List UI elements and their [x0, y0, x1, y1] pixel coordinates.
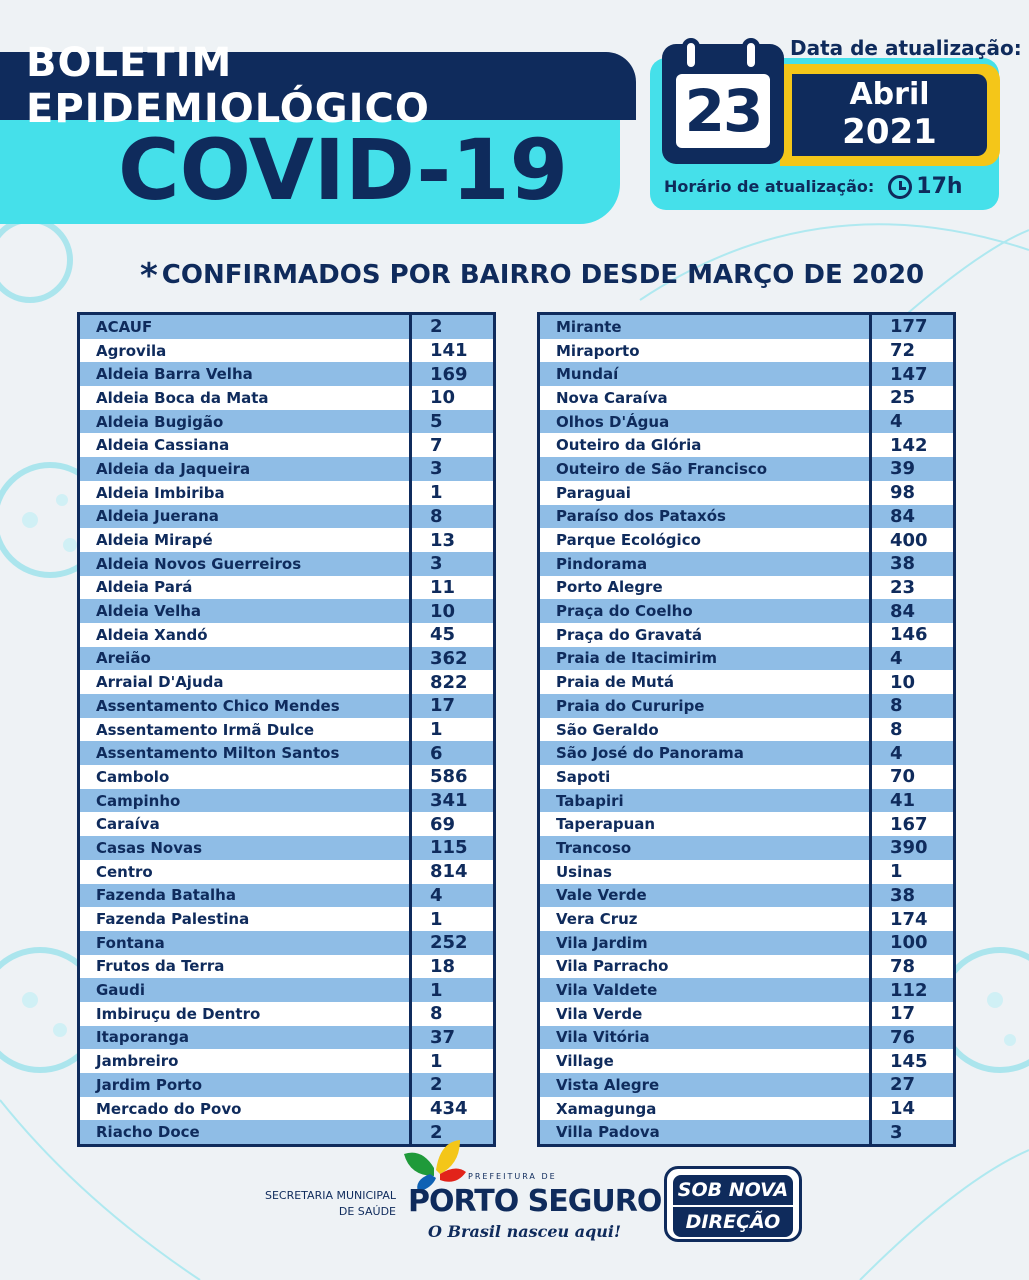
neighborhood-name: Aldeia Boca da Mata	[80, 386, 412, 410]
table-row	[80, 647, 493, 671]
calendar-page	[676, 74, 770, 148]
logo-prefeitura: PREFEITURA DE	[468, 1172, 557, 1181]
table-row	[540, 860, 953, 884]
calendar-icon	[662, 44, 784, 164]
table-row	[540, 1049, 953, 1073]
case-count: 13	[430, 529, 456, 551]
table-row	[80, 694, 493, 718]
neighborhood-name: Vista Alegre	[540, 1073, 872, 1097]
neighborhood-name: Trancoso	[540, 836, 872, 860]
table-row	[80, 670, 493, 694]
case-count: 400	[890, 529, 928, 551]
case-count: 4	[890, 647, 903, 669]
table-row	[80, 907, 493, 931]
case-count: 3	[890, 1121, 903, 1143]
section-subtitle	[140, 256, 925, 300]
table-row	[540, 623, 953, 647]
neighborhood-name: Porto Alegre	[540, 576, 872, 600]
neighborhood-name: Campinho	[80, 789, 412, 813]
table-row	[540, 433, 953, 457]
table-row	[80, 1073, 493, 1097]
table-row	[80, 812, 493, 836]
table-row	[540, 386, 953, 410]
neighborhood-name: Aldeia Xandó	[80, 623, 412, 647]
secretaria-label	[246, 1188, 396, 1220]
neighborhood-name: Riacho Doce	[80, 1120, 412, 1144]
table-row	[80, 386, 493, 410]
case-count: 1	[890, 861, 903, 883]
neighborhood-table-left	[77, 312, 496, 1147]
table-row	[540, 1002, 953, 1026]
case-count: 39	[890, 458, 916, 480]
case-count: 38	[890, 884, 916, 906]
case-count: 41	[890, 790, 916, 812]
date-day: 23	[684, 77, 762, 145]
table-row	[540, 528, 953, 552]
update-time-row	[664, 174, 963, 199]
case-count: 115	[430, 837, 468, 859]
neighborhood-name: Vila Jardim	[540, 931, 872, 955]
case-count: 84	[890, 505, 916, 527]
neighborhood-name: Praia de Mutá	[540, 670, 872, 694]
neighborhood-name: Vera Cruz	[540, 907, 872, 931]
case-count: 822	[430, 671, 468, 693]
table-row	[80, 457, 493, 481]
case-count: 167	[890, 813, 928, 835]
time-value: 17h	[916, 174, 963, 199]
case-count: 341	[430, 790, 468, 812]
neighborhood-name: Outeiro da Glória	[540, 433, 872, 457]
table-row	[540, 741, 953, 765]
neighborhood-name: Usinas	[540, 860, 872, 884]
subtitle-asterisk: *	[140, 256, 158, 296]
neighborhood-name: Vila Verde	[540, 1002, 872, 1026]
neighborhood-name: Village	[540, 1049, 872, 1073]
neighborhood-name: Aldeia Mirapé	[80, 528, 412, 552]
case-count: 70	[890, 766, 916, 788]
case-count: 17	[890, 1003, 916, 1025]
table-row	[80, 623, 493, 647]
neighborhood-name: Caraíva	[80, 812, 412, 836]
table-row	[540, 505, 953, 529]
case-count: 814	[430, 861, 468, 883]
case-count: 174	[890, 908, 928, 930]
header-title-covid: COVID-19	[118, 121, 569, 219]
table-row	[80, 884, 493, 908]
table-row	[540, 481, 953, 505]
case-count: 8	[890, 719, 903, 741]
case-count: 434	[430, 1098, 468, 1120]
case-count: 76	[890, 1026, 916, 1048]
neighborhood-name: Fontana	[80, 931, 412, 955]
neighborhood-name: Vila Valdete	[540, 978, 872, 1002]
sob-nova-direcao-badge	[664, 1166, 802, 1242]
neighborhood-name: Praça do Gravatá	[540, 623, 872, 647]
case-count: 8	[890, 695, 903, 717]
neighborhood-name: Aldeia Juerana	[80, 505, 412, 529]
table-row	[80, 481, 493, 505]
table-row	[540, 694, 953, 718]
table-row	[80, 955, 493, 979]
neighborhood-name: Pindorama	[540, 552, 872, 576]
neighborhood-name: Jardim Porto	[80, 1073, 412, 1097]
header-title-line1: BOLETIM EPIDEMIOLÓGICO	[26, 40, 430, 132]
neighborhood-name: Aldeia Imbiriba	[80, 481, 412, 505]
case-count: 112	[890, 979, 928, 1001]
table-row	[540, 1073, 953, 1097]
clock-icon	[888, 175, 912, 199]
neighborhood-name: Praça do Coelho	[540, 599, 872, 623]
table-row	[540, 1026, 953, 1050]
table-row	[540, 599, 953, 623]
table-row	[540, 718, 953, 742]
case-count: 146	[890, 624, 928, 646]
neighborhood-name: Olhos D'Água	[540, 410, 872, 434]
table-row	[540, 978, 953, 1002]
case-count: 1	[430, 482, 443, 504]
calendar-ring-icon	[682, 38, 700, 72]
neighborhood-name: São Geraldo	[540, 718, 872, 742]
time-label: Horário de atualização:	[664, 177, 875, 196]
table-row	[540, 907, 953, 931]
case-count: 6	[430, 742, 443, 764]
table-row	[540, 670, 953, 694]
logo-slogan: O Brasil nasceu aqui!	[428, 1222, 621, 1241]
case-count: 586	[430, 766, 468, 788]
table-row	[80, 433, 493, 457]
neighborhood-name: Vila Vitória	[540, 1026, 872, 1050]
case-count: 177	[890, 316, 928, 338]
neighborhood-name: Aldeia Cassiana	[80, 433, 412, 457]
subtitle-text: CONFIRMADOS POR BAIRRO DESDE MARÇO DE 2020	[161, 260, 925, 290]
table-row	[540, 410, 953, 434]
neighborhood-name: Taperapuan	[540, 812, 872, 836]
table-row	[80, 1026, 493, 1050]
case-count: 3	[430, 553, 443, 575]
table-row	[80, 931, 493, 955]
table-row	[540, 836, 953, 860]
neighborhood-name: Centro	[80, 860, 412, 884]
case-count: 4	[890, 411, 903, 433]
neighborhood-name: Aldeia Velha	[80, 599, 412, 623]
table-row	[540, 955, 953, 979]
date-year: 2021	[842, 112, 937, 152]
table-row	[80, 978, 493, 1002]
date-month: Abril	[849, 77, 930, 112]
neighborhood-name: Mundaí	[540, 362, 872, 386]
table-row	[80, 576, 493, 600]
date-label: Data de atualização:	[790, 36, 1022, 60]
neighborhood-name: São José do Panorama	[540, 741, 872, 765]
case-count: 141	[430, 340, 468, 362]
case-count: 37	[430, 1026, 456, 1048]
neighborhood-name: Outeiro de São Francisco	[540, 457, 872, 481]
table-row	[80, 836, 493, 860]
table-row	[540, 812, 953, 836]
case-count: 145	[890, 1050, 928, 1072]
case-count: 69	[430, 813, 456, 835]
header-navy-band	[0, 40, 636, 132]
case-count: 27	[890, 1074, 916, 1096]
neighborhood-name: Praia do Cururipe	[540, 694, 872, 718]
case-count: 142	[890, 434, 928, 456]
neighborhood-name: Aldeia Novos Guerreiros	[80, 552, 412, 576]
table-row	[80, 528, 493, 552]
table-row	[80, 410, 493, 434]
table-row	[540, 931, 953, 955]
case-count: 1	[430, 908, 443, 930]
neighborhood-name: Aldeia da Jaqueira	[80, 457, 412, 481]
logo-city-name: PORTO SEGURO	[408, 1184, 662, 1219]
case-count: 2	[430, 1121, 443, 1143]
date-month-year	[792, 74, 987, 156]
neighborhood-name: Praia de Itacimirim	[540, 647, 872, 671]
case-count: 17	[430, 695, 456, 717]
neighborhood-name: Paraguai	[540, 481, 872, 505]
table-row	[80, 362, 493, 386]
case-count: 38	[890, 553, 916, 575]
table-row	[80, 599, 493, 623]
neighborhood-name: Sapoti	[540, 765, 872, 789]
case-count: 10	[430, 600, 456, 622]
table-row	[540, 315, 953, 339]
table-row	[80, 718, 493, 742]
neighborhood-name: Cambolo	[80, 765, 412, 789]
neighborhood-name: Tabapiri	[540, 789, 872, 813]
case-count: 10	[430, 387, 456, 409]
secretaria-line2: DE SAÚDE	[338, 1205, 396, 1218]
table-row	[540, 457, 953, 481]
neighborhood-name: Paraíso dos Pataxós	[540, 505, 872, 529]
neighborhood-name: Fazenda Batalha	[80, 884, 412, 908]
case-count: 45	[430, 624, 456, 646]
case-count: 1	[430, 979, 443, 1001]
neighborhood-name: Assentamento Chico Mendes	[80, 694, 412, 718]
case-count: 23	[890, 576, 916, 598]
neighborhood-name: Itaporanga	[80, 1026, 412, 1050]
table-row	[540, 576, 953, 600]
table-row	[540, 765, 953, 789]
neighborhood-name: Imbiruçu de Dentro	[80, 1002, 412, 1026]
table-row	[80, 860, 493, 884]
case-count: 362	[430, 647, 468, 669]
table-row	[540, 339, 953, 363]
case-count: 78	[890, 955, 916, 977]
secretaria-line1: SECRETARIA MUNICIPAL	[264, 1189, 396, 1202]
case-count: 2	[430, 1074, 443, 1096]
table-row	[80, 505, 493, 529]
case-count: 3	[430, 458, 443, 480]
case-count: 72	[890, 340, 916, 362]
case-count: 8	[430, 505, 443, 527]
table-row	[540, 789, 953, 813]
case-count: 1	[430, 1050, 443, 1072]
neighborhood-name: Gaudi	[80, 978, 412, 1002]
case-count: 390	[890, 837, 928, 859]
neighborhood-name: Mirante	[540, 315, 872, 339]
neighborhood-name: Aldeia Bugigão	[80, 410, 412, 434]
case-count: 252	[430, 932, 468, 954]
table-row	[80, 1002, 493, 1026]
case-count: 4	[890, 742, 903, 764]
neighborhood-name: Assentamento Irmã Dulce	[80, 718, 412, 742]
case-count: 18	[430, 955, 456, 977]
case-count: 10	[890, 671, 916, 693]
neighborhood-name: Xamagunga	[540, 1097, 872, 1121]
table-row	[80, 1097, 493, 1121]
table-row	[540, 362, 953, 386]
neighborhood-name: Aldeia Pará	[80, 576, 412, 600]
neighborhood-name: ACAUF	[80, 315, 412, 339]
neighborhood-name: Arraial D'Ajuda	[80, 670, 412, 694]
table-row	[80, 765, 493, 789]
neighborhood-name: Miraporto	[540, 339, 872, 363]
badge-line1: SOB NOVA	[673, 1175, 793, 1205]
case-count: 7	[430, 434, 443, 456]
table-row	[80, 789, 493, 813]
neighborhood-name: Casas Novas	[80, 836, 412, 860]
calendar-ring-icon	[742, 38, 760, 72]
neighborhood-name: Parque Ecológico	[540, 528, 872, 552]
table-row	[80, 552, 493, 576]
neighborhood-name: Areião	[80, 647, 412, 671]
table-row	[80, 1049, 493, 1073]
case-count: 8	[430, 1003, 443, 1025]
table-row	[80, 741, 493, 765]
neighborhood-name: Nova Caraíva	[540, 386, 872, 410]
case-count: 100	[890, 932, 928, 954]
neighborhood-name: Villa Padova	[540, 1120, 872, 1144]
neighborhood-table-right	[537, 312, 956, 1147]
table-row	[540, 884, 953, 908]
table-row	[540, 552, 953, 576]
table-row	[80, 315, 493, 339]
case-count: 169	[430, 363, 468, 385]
neighborhood-name: Agrovila	[80, 339, 412, 363]
case-count: 11	[430, 576, 456, 598]
table-row	[540, 647, 953, 671]
neighborhood-name: Vila Parracho	[540, 955, 872, 979]
neighborhood-name: Frutos da Terra	[80, 955, 412, 979]
neighborhood-name: Mercado do Povo	[80, 1097, 412, 1121]
neighborhood-name: Assentamento Milton Santos	[80, 741, 412, 765]
neighborhood-name: Jambreiro	[80, 1049, 412, 1073]
case-count: 1	[430, 719, 443, 741]
neighborhood-name: Fazenda Palestina	[80, 907, 412, 931]
case-count: 147	[890, 363, 928, 385]
case-count: 25	[890, 387, 916, 409]
badge-line2: DIREÇÃO	[673, 1207, 793, 1237]
table-row	[540, 1097, 953, 1121]
case-count: 2	[430, 316, 443, 338]
case-count: 4	[430, 884, 443, 906]
case-count: 98	[890, 482, 916, 504]
case-count: 5	[430, 411, 443, 433]
neighborhood-name: Aldeia Barra Velha	[80, 362, 412, 386]
case-count: 84	[890, 600, 916, 622]
case-count: 14	[890, 1098, 916, 1120]
neighborhood-name: Vale Verde	[540, 884, 872, 908]
table-row	[80, 339, 493, 363]
